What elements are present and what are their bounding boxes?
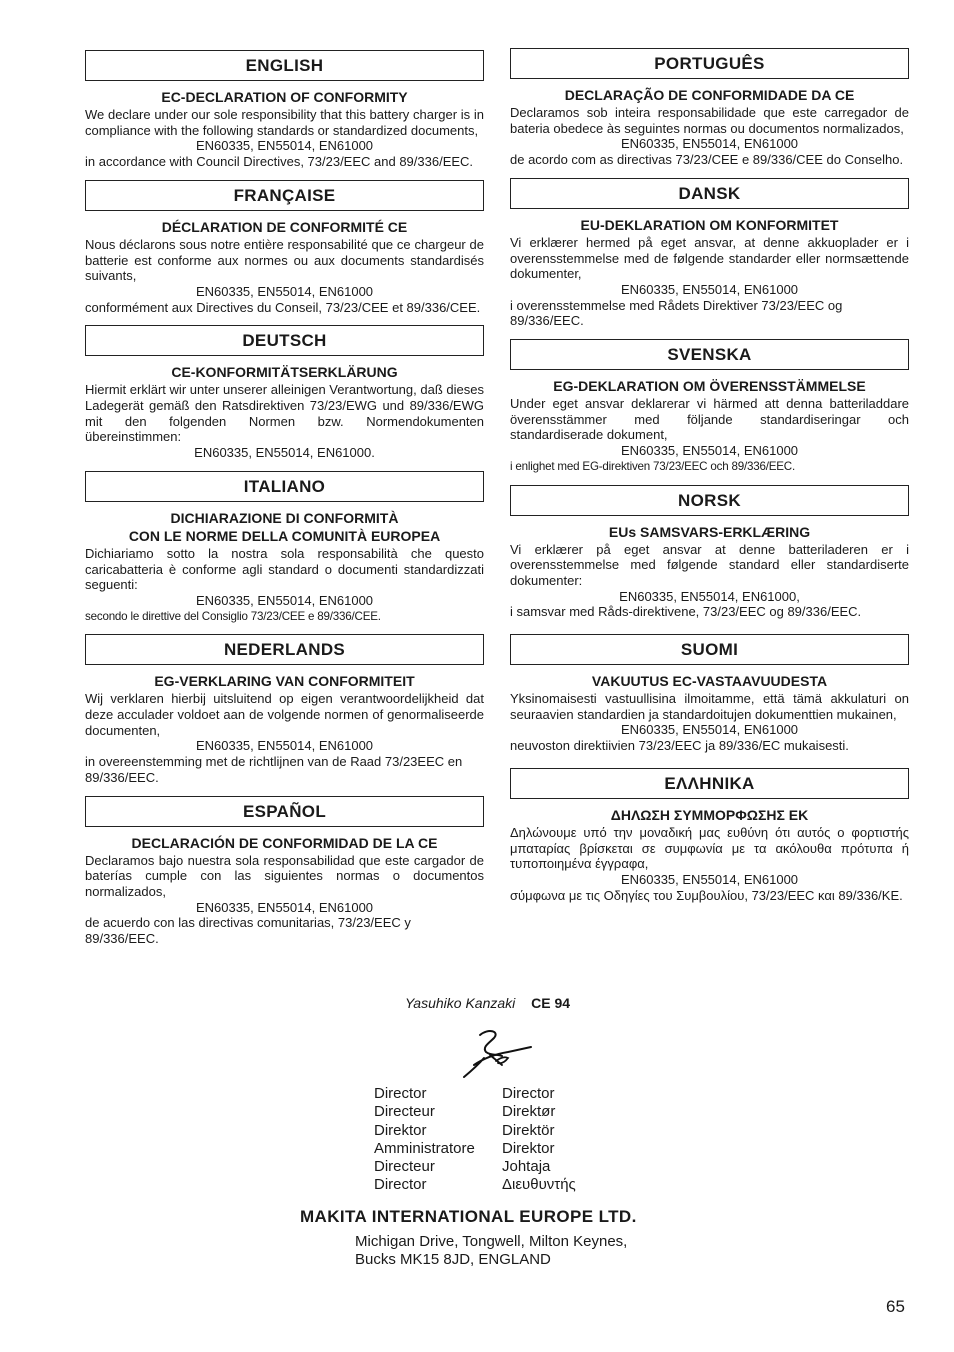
standards-list: EN60335, EN55014, EN61000 [195, 592, 374, 608]
title-right: Johtaja [502, 1158, 551, 1176]
address-line: Bucks MK15 8JD, ENGLAND [355, 1251, 551, 1269]
declaration-heading: DECLARAÇÃO DE CONFORMIDADE DA CE [564, 87, 855, 103]
title-row [374, 1085, 576, 1103]
declaration-intro: We declare under our sole responsibility that this battery charger is in compliance with the following standards or standardized documents, [85, 107, 484, 138]
language-title: FRANÇAISE [85, 180, 484, 211]
address-line: Michigan Drive, Tongwell, Milton Keynes, [355, 1233, 628, 1250]
standards-list: EN60335, EN55014, EN61000. [194, 445, 375, 461]
declaration-heading: EG-VERKLARING VAN CONFORMITEIT [154, 673, 415, 690]
language-title: ITALIANO [85, 471, 484, 502]
declaration-intro: Declaramos bajo nuestra sola responsabilidad que este cargador de baterías cumple con las siguientes normas o documentos normalizados, [85, 852, 484, 899]
section-english [85, 50, 484, 170]
title-left: Directeur [374, 1103, 435, 1121]
section-svenska [510, 339, 909, 475]
declaration-heading-line2: CON LE NORME DELLA COMUNITÀ EUROPEA [128, 527, 441, 544]
declaration-heading: CE-KONFORMITÄTSERKLÄRUNG [171, 364, 398, 381]
declaration-heading: DECLARACIÓN DE CONFORMIDAD DE LA CE [131, 834, 438, 851]
declaration-heading: VAKUUTUS EC-VASTAAVUUDESTA [591, 673, 828, 690]
signatory-name: Yasuhiko Kanzaki [405, 995, 516, 1011]
title-right: Direktör [502, 1121, 555, 1139]
title-row [374, 1158, 576, 1176]
standards-list: EN60335, EN55014, EN61000 [195, 899, 374, 915]
declaration-intro: Under eget ansvar deklarerar vi härmed att denna batteriladdare överensstämmer med följande standardiseringar och standardiserade dokument, [510, 396, 909, 443]
section-italiano [85, 471, 484, 625]
standards-list: EN60335, EN55014, EN61000 [620, 443, 799, 459]
standards-list: EN60335, EN55014, EN61000 [620, 871, 799, 887]
declaration-heading: EG-DEKLARATION OM ÖVERENSSTÄMMELSE [553, 378, 866, 395]
title-right: Director [502, 1085, 555, 1102]
title-left: Direktor [374, 1121, 427, 1139]
title-left: Director [374, 1176, 427, 1194]
section-suomi [510, 634, 909, 754]
standards-list: EN60335, EN55014, EN61000 [620, 281, 799, 297]
section-nederlands [85, 634, 484, 785]
title-left: Director [374, 1085, 427, 1102]
declaration-closing: secondo le direttive del Consiglio 73/23/CEE e 89/336/CEE. [85, 609, 381, 623]
title-right: Διευθυντής [502, 1176, 576, 1194]
director-titles [374, 1085, 576, 1195]
company-address [355, 1233, 627, 1270]
standards-list: EN60335, EN55014, EN61000 [195, 283, 374, 299]
declaration-intro: Hiermit erklärt wir unter unserer alleinigen Verantwortung, daß dieses Ladegerät gemäß den Ratsdirektiven 73/23/EWG und 89/336/EWG mit den folgenden Normen bzw. Normendokumenten übereinstimmen: [85, 382, 484, 445]
declaration-closing: de acordo com as directivas 73/23/CEE e 89/336/CEE do Conselho. [510, 152, 904, 168]
title-left: Directeur [374, 1158, 435, 1176]
language-title: NORSK [510, 485, 909, 516]
language-title: SVENSKA [510, 339, 909, 370]
standards-list: EN60335, EN55014, EN61000 [195, 138, 374, 154]
section-ellinika [510, 768, 909, 904]
declaration-intro: Vi erklærer på eget ansvar at denne batteriladeren er i overensstemmelse med følgende standard eller standardiserte dokumenter: [510, 541, 909, 588]
declaration-intro: Declaramos sob inteira responsabilidade que este carregador de bateria obedece às seguintes normas ou documentos normalizados, [510, 105, 909, 136]
language-title: SUOMI [510, 634, 909, 665]
declaration-heading: DICHIARAZIONE DI CONFORMITÀ [170, 509, 399, 526]
language-title: ENGLISH [85, 50, 484, 81]
declaration-closing: in overeenstemming met de richtlijnen van de Raad 73/23EEC en 89/336/EEC. [85, 754, 463, 785]
handwritten-signature [458, 1025, 534, 1080]
language-title: ESPAÑOL [85, 796, 484, 827]
declaration-closing: i samsvar med Råds-direktivene, 73/23/EEC og 89/336/EEC. [510, 604, 862, 620]
standards-list: EN60335, EN55014, EN61000 [620, 136, 799, 152]
declaration-heading: ΔΗΛΩΣΗ ΣΥΜΜΟΡΦΩΣΗΣ ΕΚ [610, 806, 809, 823]
title-right: Direktør [502, 1103, 556, 1121]
left-column [85, 50, 484, 957]
signatory-line [405, 995, 570, 1011]
declaration-closing: in accordance with Council Directives, 73/23/EEC and 89/336/EEC. [85, 154, 474, 170]
declaration-closing: σύμφωνα με τις Οδηγίες του Συμβουλίου, 73/23/EEC και 89/336/KE. [510, 887, 903, 903]
declaration-intro: Vi erklærer hermed på eget ansvar, at denne akkuoplader er i overensstemmelse med de følgende standarder eller normsættende dokumenter, [510, 234, 909, 282]
title-right: Direktor [502, 1139, 555, 1157]
title-row [374, 1122, 576, 1140]
title-left: Amministratore [374, 1139, 475, 1157]
declaration-closing: i overensstemmelse med Rådets Direktiver 73/23/EEC og 89/336/EEC. [510, 297, 843, 329]
section-francaise [85, 180, 484, 316]
declaration-closing: conformément aux Directives du Conseil, 73/23/CEE et 89/336/CEE. [85, 299, 481, 315]
section-deutsch [85, 325, 484, 461]
declaration-heading: EU-DEKLARATION OM KONFORMITET [580, 216, 839, 233]
language-title: ΕΛΛΗΝΙΚΑ [510, 768, 909, 799]
language-title: DANSK [510, 178, 909, 209]
declaration-intro: Yksinomaisesti vastuullisina ilmoitamme, että tämä akkulaturi on seuraavien standardien ja standardoitujen dokumenttien mukainen, [510, 691, 909, 722]
title-row [374, 1103, 576, 1121]
language-title: NEDERLANDS [85, 634, 484, 665]
section-portugues [510, 48, 909, 168]
declaration-heading: EC-DECLARATION OF CONFORMITY [161, 89, 408, 105]
standards-list: EN60335, EN55014, EN61000, [619, 588, 800, 604]
standards-list: EN60335, EN55014, EN61000 [620, 722, 799, 738]
title-row [374, 1176, 576, 1194]
ce-mark: CE 94 [531, 995, 571, 1011]
title-row [374, 1140, 576, 1158]
declaration-closing: i enlighet med EG-direktiven 73/23/EEC och 89/336/EEC. [510, 459, 796, 473]
page-number: 65 [886, 1297, 905, 1316]
right-column [510, 48, 909, 913]
section-espanol [85, 796, 484, 947]
declaration-closing: de acuerdo con las directivas comunitarias, 73/23/EEC y 89/336/EEC. [85, 915, 411, 947]
section-dansk [510, 178, 909, 329]
standards-list: EN60335, EN55014, EN61000 [195, 738, 374, 754]
language-title: PORTUGUÊS [510, 48, 909, 79]
language-title: DEUTSCH [85, 325, 484, 356]
declaration-intro: Wij verklaren hierbij uitsluitend op eigen verantwoordelijkheid dat deze acculader voldoet aan de volgende normen of genormaliseerde documenten, [85, 691, 484, 738]
declaration-intro: Δηλώνουμε υπό την μοναδική μας ευθύνη ότι αυτός ο φορτιστής μπαταρίας βρίσκεται σε συμφωνία με τα ακόλουθα πρότυπα ή τυποποιημένα έγγραφα, [510, 824, 909, 872]
declaration-closing: neuvoston direktiivien 73/23/EEC ja 89/336/EC mukaisesti. [510, 738, 849, 754]
declaration-intro: Dichiariamo sotto la nostra sola responsabilità che questo caricabatteria è conforme agli standard o documenti standardizzati seguenti: [85, 545, 484, 593]
declaration-heading: DÉCLARATION DE CONFORMITÉ CE [161, 218, 408, 235]
declaration-intro: Nous déclarons sous notre entière responsabilité que ce chargeur de batterie est conforme aux normes ou aux documents standardisés suivants, [85, 236, 484, 284]
section-norsk [510, 485, 909, 621]
company-name: MAKITA INTERNATIONAL EUROPE LTD. [300, 1207, 637, 1226]
declaration-heading: EUs SAMSVARS-ERKLÆRING [608, 523, 811, 540]
